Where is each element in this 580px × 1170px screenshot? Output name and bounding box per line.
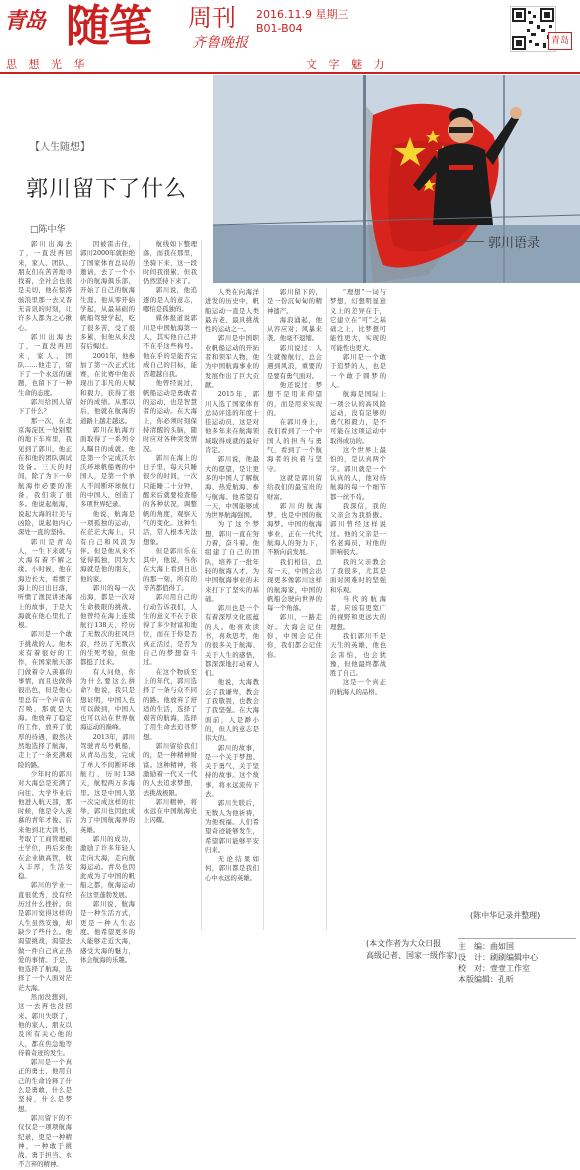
paragraph: 我们相信，总有一天，中国会出现更多像郭川这样的航海家，中国的帆船会驶向世界的每一个角落。 — [267, 557, 322, 613]
paragraph: 郭川是一个敢于挑战的人。他本来有着很好的工作，在国家航天部门做着令人羡慕的事情，而且也做得很出色，但是他心里总有一个声音在召唤，那就是大海。他放弃了稳定的工作，放弃了优厚的待遇，毅然决然地选择了航海，走上了一条充满艰险的路。 — [18, 630, 72, 769]
paragraph: 航线如下整理落，而我在那里，坐骑下来，这一段时间我很累，但我仍然坚持下来了。 — [143, 240, 197, 286]
column-divider — [76, 240, 77, 930]
paragraph: 他曾经说过，帆船运动是勇敢者的运动，也是智慧者的运动。在大海上，你必须时刻保持清醒的头脑，随时应对各种突发情况。 — [143, 379, 197, 453]
text-column-5 — [267, 288, 322, 928]
paragraph: 这就是郭川留给我们的最宝贵的财富。 — [267, 473, 322, 501]
paragraph: 2015年，郭川入选了国家体育总局评选的年度十佳运动员，这是对他多年来在航海领域取得成就的最好肯定。 — [205, 390, 259, 455]
paragraph: 媒体报道说郭川是中国航海第一人，其实他自己并不在乎这些称号。他在乎的是能否完成自己的目标，能否超越自我。 — [143, 314, 197, 379]
paragraph: 那一次，在北京海淀区一处别墅的地下车库里，我见到了郭川，他正在和他的团队调试设备。三天的时间，除了为下一步航海作必要的准备，我们谈了很多。他说起航海，说起大海的壮美与凶险，说起他内心深处一直的坚持。 — [18, 416, 72, 537]
paragraph: 郭川是中国职业帆船运动的开拓者和领军人物，他为中国航海事业的发展作出了巨大贡献。 — [205, 334, 259, 389]
text-column-2 — [80, 240, 135, 964]
paragraph: 在郭川身上，我们看到了一个中国人的担当与勇气，看到了一个航海者的执着与坚守。 — [267, 418, 322, 473]
slogan-left: 思 想 光 华 — [6, 58, 89, 71]
paragraph: 我们郭川不是天生的英雄，他也会害怕，也会犹豫，但他最终都战胜了自己。 — [330, 631, 386, 678]
paragraph: 无论结果如何，郭川都是我们心中永远的英雄。 — [205, 855, 259, 882]
paragraph: 郭川的成功，激励了许多年轻人走向大海，走向航海运动。青岛也因此成为了中国的帆船之都，航海运动在这里蓬勃发展。 — [80, 835, 135, 899]
author-note: (本文作者为大众日报 高级记者、国家一级作家) — [366, 939, 458, 960]
paragraph: 但是郭川乐在其中，他说，当你在大海上看到日出的那一刻，所有的辛苦都值得了。 — [143, 546, 197, 592]
text-column-4 — [205, 288, 259, 928]
paragraph: 郭川出海去了，一直没再回来，家人、团队、朋友们在苦苦地寻找着，全社会也很是关切，他在惊涛骇浪里那一去又杳无音讯的时刻，让许多人都为之心揪心。 — [18, 240, 72, 332]
column-divider — [139, 240, 140, 930]
credit-line: 校 对：壹壹工作室 — [458, 964, 530, 973]
paragraph: 因被雷击住，郭川2000年就拒绝了国家体育总局的邀请，去了一个小小的航海俱乐部，开始了自己的航海生涯。他从零开始学起，从最基础的帆船驾驶学起，吃了很多苦，受了很多累，但他从来没有后悔过。 — [80, 240, 135, 351]
paragraph: 郭川的故事，是一个关于梦想、关于勇气、关于坚持的故事。这个故事，将永远流传下去。 — [205, 743, 259, 799]
paragraph: 然而没想到，这一去再也没回来。郭川失联了，他的家人、朋友以及所有关心他的人，都在焦急地等待着奇迹的发生。 — [18, 993, 72, 1057]
slogan-right: 文 字 魅 力 — [306, 58, 389, 71]
paragraph: 人类在向海洋进发的历史中，帆船运动一直是人类最古老、最具挑战性的运动之一。 — [205, 288, 259, 334]
column-divider — [326, 288, 327, 930]
paragraph: 我深信，我的父亲会为我骄傲。郭川曾经这样说过。他的父亲是一名老海员，对他的影响很大。 — [330, 501, 386, 557]
paragraph: 海浪涌起，他从容应对；风暴来袭，他毫不退缩。 — [267, 315, 322, 343]
paragraph: 郭川用自己的行动告诉我们，人生的意义不在于获得了多少财富和地位，而在于你是否真正活过，是否为自己的梦想奋斗过。 — [143, 593, 197, 667]
paragraph: “理想”一词与梦想，幻想明显意义上的差异在于，它建立在“可”之基础之上，比梦想可能性更大，实现的可能性也更大。 — [330, 288, 386, 352]
credit-line: 主 编：曲如国 — [458, 942, 514, 951]
paragraph: 2013年，郭川驾驶青岛号帆船，从青岛出发，完成了单人不间断环球航行，历时138天，航程两万多海里。这是中国人第一次完成这样的壮举，郭川也因此成为了中国航海界的英雄。 — [80, 732, 135, 834]
paragraph: 郭川给国人留下了什么？ — [18, 398, 72, 416]
text-column-3 — [143, 240, 197, 928]
column-divider — [201, 240, 202, 930]
paragraph: 郭川留给我们的，是一种精神财富。这种精神，将激励着一代又一代的人去追求梦想，去挑战极限。 — [143, 742, 197, 797]
paragraph: 为了这个梦想，郭川一直在努力着，奋斗着。他组建了自己的团队，培养了一批年轻的航海人才，为中国航海事业的未来打下了坚实的基础。 — [205, 520, 259, 603]
masthead — [0, 0, 580, 72]
paragraph: 我的父亲教会了我很多，尤其是面对困难时的坚强和乐观。 — [330, 557, 386, 594]
editorial-credits — [458, 938, 576, 985]
sidebar-title: 郭川语录 — [488, 236, 541, 251]
paragraph: 他说，航海是一项孤独的运动，在茫茫大海上，只有自己和风浪为伴。但是他从来不觉得孤独，因为大海就是他的朋友，他的家。 — [80, 509, 135, 583]
weekly-label: 周刊 — [188, 4, 236, 32]
article-headline: 郭川留下了什么 — [26, 177, 188, 202]
column-divider — [263, 288, 264, 930]
sidebar-title-rule — [450, 241, 484, 242]
paragraph: 郭川说，他追逐的是人的意志，哪怕是孤独的。 — [143, 286, 197, 314]
newspaper-logo: 青岛 — [4, 8, 45, 34]
credit-line: 本版编辑：孔昕 — [458, 975, 514, 984]
article-byline: □陈中华 — [30, 225, 66, 235]
paragraph: 郭川说过：人生就像航行，总会遇到风浪，重要的是要有勇气面对。 — [267, 343, 322, 380]
paragraph: 郭川在航海方面取得了一系列令人瞩目的成就。他是第一个完成沃尔沃环球帆船赛的中国人，是第一个单人不间断环球航行的中国人，创造了多项世界纪录。 — [80, 425, 135, 509]
paragraph: 郭川在海上的日子里，每天只睡很少的时间，一次只能睡二十分钟，醒来后就要检查船的各种状况，调整帆的角度，观察天气的变化。这种生活，常人根本无法想象。 — [143, 453, 197, 546]
paragraph: 郭川精神，将永远在中国航海史上闪耀。 — [143, 797, 197, 825]
paragraph: 郭川是一个真正的勇士，他用自己的生命诠释了什么是勇敢，什么是坚持，什么是梦想。 — [18, 1058, 72, 1113]
paragraph: 郭川也是一个有着深厚文化底蕴的人。他喜欢读书，喜欢思考，他的很多关于航海、关于人生的感悟，都深深地打动着人们。 — [205, 604, 259, 678]
paragraph: 郭川是青岛人，一生下来就与大海有着不解之缘。小时候，他在海边长大，看惯了海上的日出日落，听惯了渔民讲述海上的故事，于是大海就在他心里扎了根。 — [18, 537, 72, 630]
paragraph: 郭川的航海梦，也是中国的航海梦。中国的航海事业，正在一代代航海人的努力下，不断向前发展。 — [267, 501, 322, 557]
sidebar-note: (陈中华记录并整理) — [470, 911, 541, 920]
issue-date: 2016.11.9 星期三 — [256, 8, 349, 21]
paragraph: 郭川留下的不仅仅是一项项航海纪录，更是一种精神，一种敢于挑战、勇于担当、永不言弃的精神。 — [18, 1113, 72, 1169]
paragraph: 在这个物质至上的年代，郭川选择了一条与众不同的路。他放弃了舒适的生活，选择了艰苦的航海，选择了用生命去追寻梦想。 — [143, 667, 197, 741]
paragraph: 他还说过：梦想不是用来仰望的，而是用来实现的。 — [267, 380, 322, 417]
section-tag: 【人生随想】 — [30, 142, 90, 153]
issue-pages: B01-B04 — [256, 22, 303, 35]
paragraph: 当代的航海者，应该有更宽广的视野和更远大的理想。 — [330, 594, 386, 631]
paragraph: 郭川留下的，是一份沉甸甸的精神遗产。 — [267, 288, 322, 315]
paragraph: 郭川的学业一直很优秀，没有经历过什么挫折。但是郭川觉得这样的人生虽然安逸，却缺少了些什么。他渴望挑战，渴望去做一件自己真正热爱的事情。于是，他选择了航海，选择了一个人面对茫茫大海。 — [18, 881, 72, 992]
paragraph: 郭川失联后，无数人为他祈祷，为他祝福。人们希望奇迹能够发生，希望郭川能够平安归来。 — [205, 799, 259, 854]
photo-sailor-with-flag — [213, 75, 580, 283]
paragraph: 郭川是一个敢于追梦的人，也是一个敢于圆梦的人。 — [330, 353, 386, 389]
paragraph: 郭川的每一次出海，都是一次对生命极限的挑战。他曾经在海上连续航行138天，经历了无数次的狂风巨浪，经历了无数次的生死考验，但他都挺了过来。 — [80, 583, 135, 667]
credit-line: 设 计：刷刷编辑中心 — [458, 953, 538, 962]
paragraph: 这是一个真正的航海人的品格。 — [330, 678, 386, 696]
paragraph: 这个世界上最怕的，是认真两个字。郭川就是一个认真的人，他对待航海的每一个细节都一丝不苟。 — [330, 446, 386, 501]
paragraph: 郭川出海去了，一直没再回来，家人、团队……他走了，留下了一个永远的谜题，也留下了一种生命的态度。 — [18, 332, 72, 397]
paragraph: 有人问他，你为什么要这么拼命？他说，我只是想证明，中国人也可以做到，中国人也可以站在世界航海运动的巅峰。 — [80, 667, 135, 732]
paragraph: 郭川说，航海是一种生活方式，更是一种人生态度。他希望更多的人能够走近大海，感受大海的魅力，体会航海的乐趣。 — [80, 900, 135, 964]
text-column-6 — [330, 288, 386, 928]
paragraph: 2001年，他参加了第一次正式比赛，在比赛中他表现出了非凡的天赋和毅力，获得了很好的成绩。从那以后，他就在航海的道路上越走越远。 — [80, 351, 135, 425]
paper-name: 齐鲁晚报 — [192, 35, 248, 51]
paragraph: 少年时的郭川对大海总是充满了向往。大学毕业后他进入航天部，那时候，他是令人羡慕的青年才俊。后来他到北大读书，考取了工商管理硕士学位，再后来他在企业做高管，收入丰厚，生活安稳。 — [18, 769, 72, 881]
paragraph: 郭川说，他最大的愿望，是让更多的中国人了解航海、热爱航海、参与航海。他希望有一天，中国能够成为世界航海强国。 — [205, 455, 259, 520]
brand-title: 随笔 — [66, 1, 150, 52]
qr-badge: 青岛 — [548, 32, 572, 50]
paragraph: 他说，大海教会了我谦卑，教会了我敬畏，也教会了我坚强。在大海面前，人是渺小的，但人的意志是伟大的。 — [205, 678, 259, 743]
text-column-1 — [18, 240, 72, 1169]
paragraph: 航海是国际上一项公认的高风险运动，没有足够的勇气和毅力，是不可能在这项运动中取得成功的。 — [330, 390, 386, 445]
paragraph: 郭川，一路走好。大海会记住你，中国会记住你，我们都会记住你。 — [267, 613, 322, 659]
masthead-rule — [0, 72, 580, 74]
